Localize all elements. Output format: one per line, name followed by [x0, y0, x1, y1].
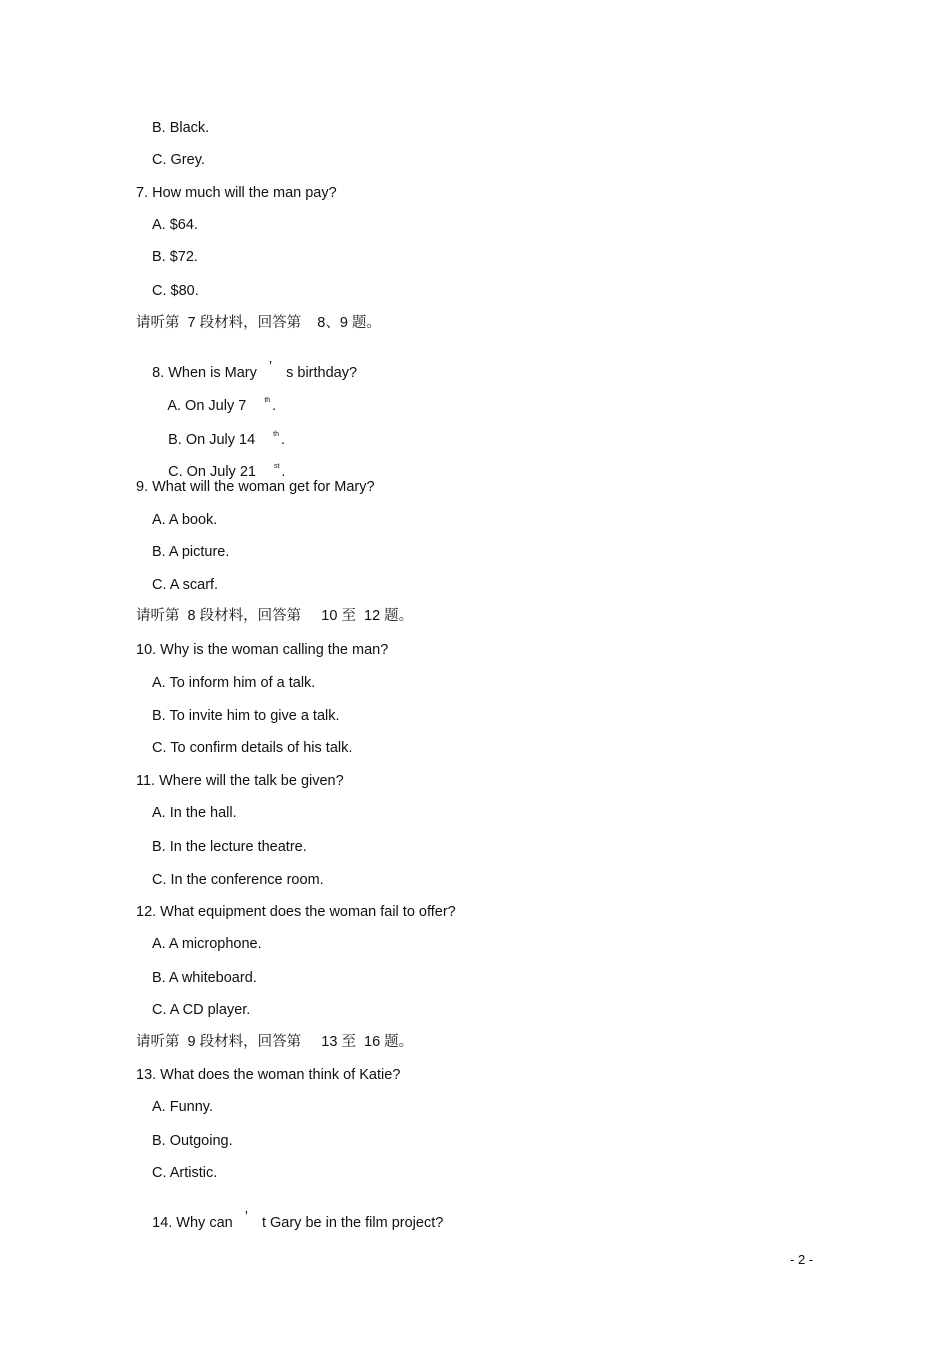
question-13: 13. What does the woman think of Katie?: [136, 1067, 401, 1083]
option-c-grey: C. Grey.: [152, 152, 205, 168]
question-13-option-c: C. Artistic.: [152, 1165, 218, 1181]
question-7-option-c: C. $80.: [152, 283, 199, 299]
option-text: C. On July 21: [168, 464, 256, 480]
question-11: 11. Where will the talk be given?: [136, 773, 344, 789]
question-12-option-c: C. A CD player.: [152, 1002, 251, 1018]
ordinal-suffix: th: [273, 431, 280, 438]
period: .: [281, 432, 286, 448]
question-7-option-b: B. $72.: [152, 249, 198, 265]
question-11-option-c: C. In the conference room.: [152, 872, 324, 888]
ordinal-suffix: st: [273, 463, 280, 470]
question-10-option-a: A. To inform him of a talk.: [152, 675, 316, 691]
question-12: 12. What equipment does the woman fail to offer?: [136, 904, 456, 920]
question-13-option-a: A. Funny.: [152, 1099, 213, 1115]
option-text: A. On July 7: [167, 398, 247, 414]
apostrophe: ’: [268, 359, 273, 375]
section-instruction-9: 请听第 9 段材料，回答第 13 至 16 题。: [136, 1034, 414, 1050]
period: .: [281, 464, 286, 480]
question-13-option-b: B. Outgoing.: [152, 1133, 233, 1149]
question-7: 7. How much will the man pay?: [136, 185, 337, 201]
question-8-text-end: s birthday?: [286, 365, 358, 381]
period: .: [272, 398, 277, 414]
section-instruction-8: 请听第 8 段材料，回答第 10 至 12 题。: [136, 608, 414, 624]
section-instruction-7: 请听第 7 段材料，回答第 8、9 题。: [136, 315, 381, 331]
question-12-option-a: A. A microphone.: [152, 936, 262, 952]
question-14-text-start: 14. Why can: [152, 1215, 233, 1231]
question-10-option-c: C. To confirm details of his talk.: [152, 740, 353, 756]
question-9-option-b: B. A picture.: [152, 544, 230, 560]
option-text: B. On July 14: [168, 432, 256, 448]
ordinal-suffix: th: [264, 397, 271, 404]
question-14: [136, 1196, 443, 1250]
question-8-text-start: 8. When is Mary: [152, 365, 257, 381]
question-9-option-a: A. A book.: [152, 512, 218, 528]
option-b-black: B. Black.: [152, 120, 210, 136]
question-11-option-b: B. In the lecture theatre.: [152, 839, 307, 855]
question-10: 10. Why is the woman calling the man?: [136, 642, 389, 658]
question-7-option-a: A. $64.: [152, 217, 198, 233]
apostrophe: ’: [244, 1209, 248, 1225]
question-9: 9. What will the woman get for Mary?: [136, 479, 375, 495]
question-9-option-c: C. A scarf.: [152, 577, 219, 593]
question-12-option-b: B. A whiteboard.: [152, 970, 257, 986]
page-number: - 2 -: [790, 1252, 814, 1267]
question-14-text-end: t Gary be in the film project?: [261, 1215, 444, 1231]
question-11-option-a: A. In the hall.: [152, 805, 237, 821]
question-10-option-b: B. To invite him to give a talk.: [152, 708, 340, 724]
